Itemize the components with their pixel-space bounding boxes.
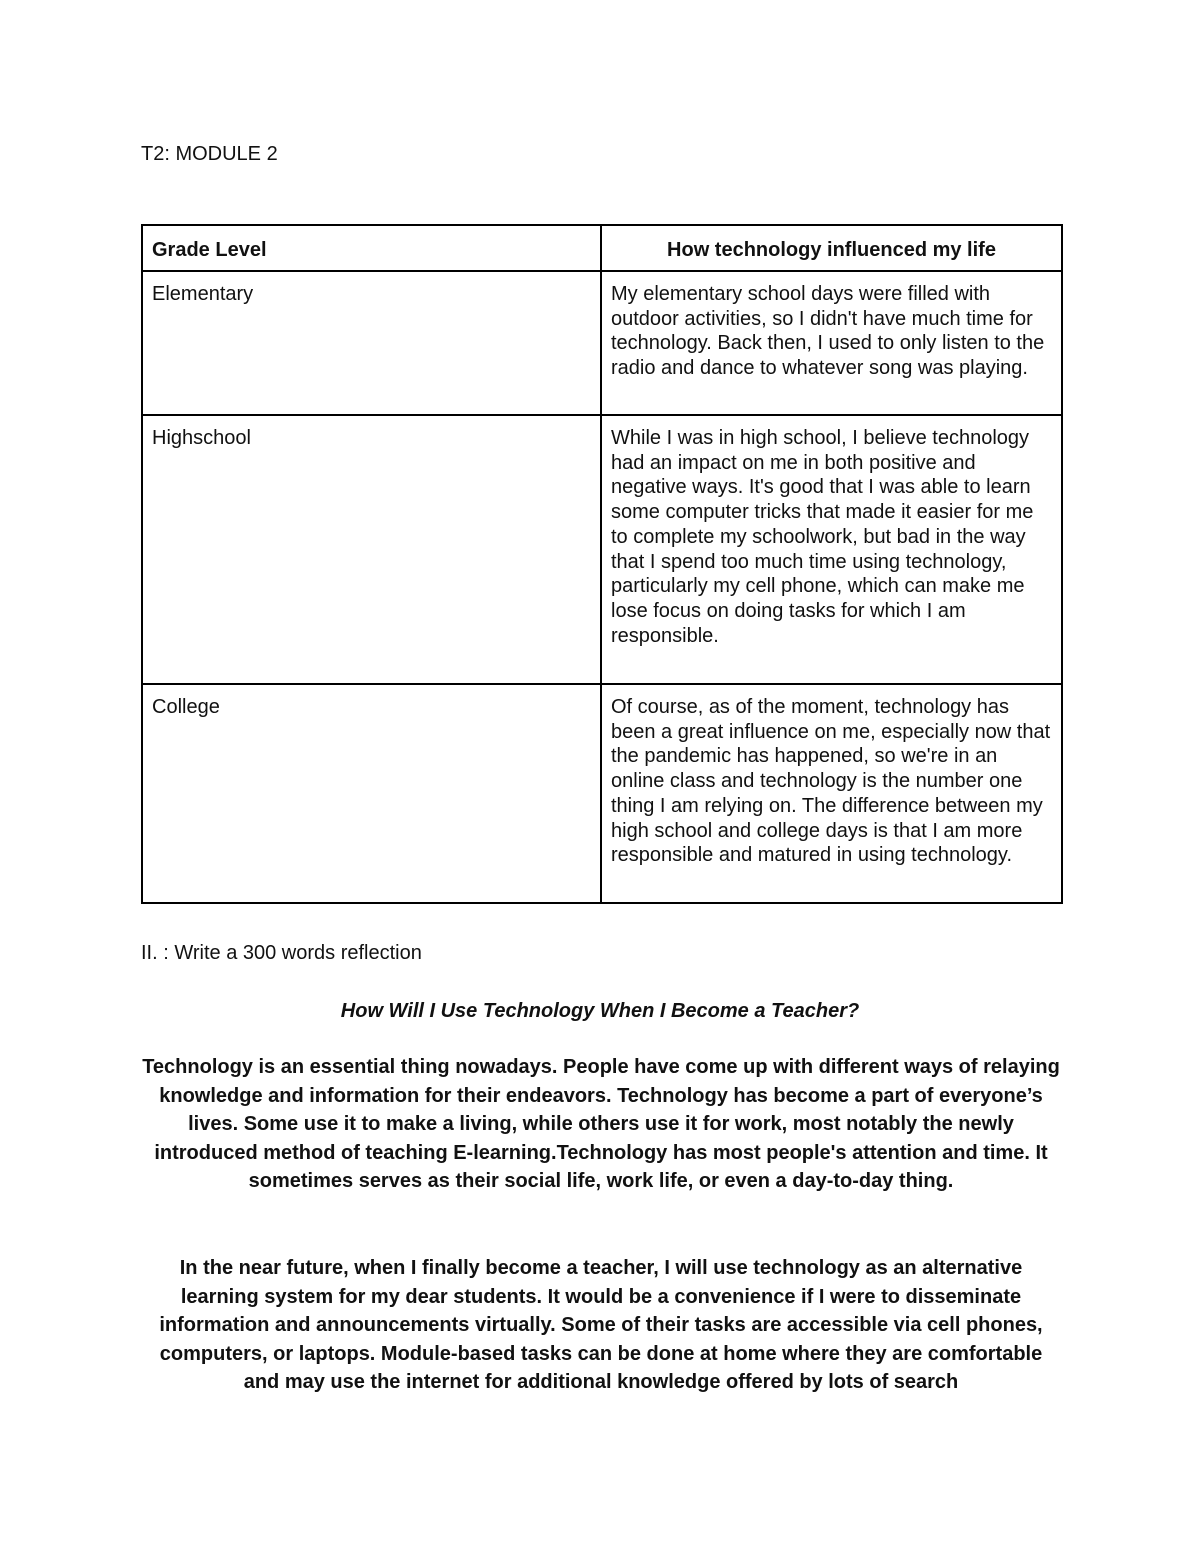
- grade-level-cell: College: [142, 684, 601, 903]
- essay-paragraph: Technology is an essential thing nowadays. People have come up with different ways of relaying knowledge and information for their endeavors. Technology has become a part of everyone’s lives. Some use it to make a living, while others use it for work, most notably the newly introduced method of teaching E-learning.Technology has most people's attention and time. It sometimes serves as their social life, work life, or even a day-to-day thing.: [142, 1056, 1060, 1193]
- table-row: [142, 271, 1062, 415]
- grade-level-cell: Highschool: [142, 415, 601, 684]
- reflection-instruction: II. : Write a 300 words reflection: [141, 942, 422, 964]
- influence-cell: My elementary school days were filled with outdoor activities, so I didn't have much time for technology. Back then, I used to only listen to the radio and dance to whatever song was playing.: [601, 271, 1062, 415]
- column-header-grade-level: Grade Level: [142, 225, 601, 271]
- column-header-technology-influence: How technology influenced my life: [601, 225, 1062, 271]
- technology-influence-table: [141, 224, 1063, 904]
- influence-cell: While I was in high school, I believe technology had an impact on me in both positive and negative ways. It's good that I was able to learn some computer tricks that made it easier for me to complete my schoolwork, but bad in the way that I spend too much time using technology, particularly my cell phone, which can make me lose focus on doing tasks for which I am responsible.: [601, 415, 1062, 684]
- essay-title: How Will I Use Technology When I Become a Teacher?: [340, 1000, 860, 1022]
- essay-paragraph: In the near future, when I finally become a teacher, I will use technology as an alternative learning system for my dear students. It would be a convenience if I were to disseminate information and announcements virtually. Some of their tasks are accessible via cell phones, computers, or laptops. Module-based tasks can be done at home where they are comfortable and may use the internet for additional knowledge offered by lots of search: [159, 1257, 1043, 1394]
- page-title: T2: MODULE 2: [141, 143, 278, 165]
- influence-cell: Of course, as of the moment, technology has been a great influence on me, especially now that the pandemic has happened, so we're in an online class and technology is the number one thing I am relying on. The difference between my high school and college days is that I am more responsible and matured in using technology.: [601, 684, 1062, 903]
- table-header-row: [142, 225, 1062, 271]
- table-row: [142, 684, 1062, 903]
- grade-level-cell: Elementary: [142, 271, 601, 415]
- table-row: [142, 415, 1062, 684]
